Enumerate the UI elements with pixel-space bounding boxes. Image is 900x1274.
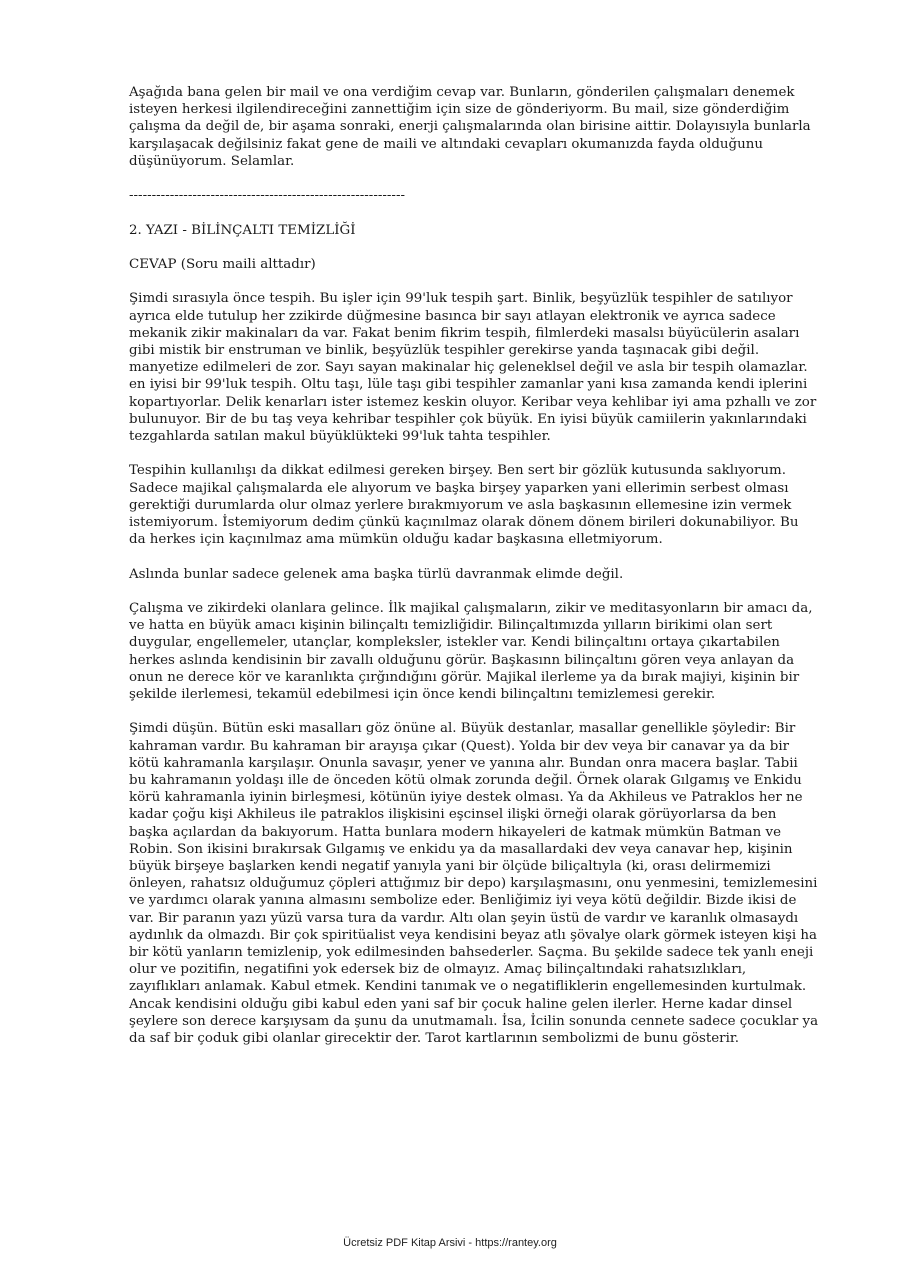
body-paragraph-2: Tespihin kullanılışı da dikkat edilmesi gereken birşey. Ben sert bir gözlük kutusunda saklıyorum. Sadece majikal çalışmalarda ele alıyorum ve başka birşey yaparken yani ellerimin serbest olması gerektiği durumlarda olur olmaz yerlere bırakmıyorum ve asla başkasının ellemesine izin vermek istemiyorum. İstemiyorum dedim çünkü kaçınılmaz olarak dönem dönem birileri dokunabiliyor. Bu da herkes için kaçınılmaz ama mümkün olduğu kadar başkasına elletmiyorum. xyxy=(129,463,799,548)
answer-label: CEVAP (Soru maili alttadır) xyxy=(129,256,316,272)
body-paragraph-5: Şimdi düşün. Bütün eski masalları göz önüne al. Büyük destanlar, masallar genellikle şöyledir: Bir kahraman vardır. Bu kahraman bir arayışa çıkar (Quest). Yolda bir dev veya bir canavar ya da bir kötü kahramanla karşılaşır. Onunla savaşır, yener ve yanına alır. Bundan onra macera başlar. Tabii bu kahramanın yoldaşı ille de önceden kötü olmak zorunda değil. Örnek olarak Gılgamış ve Enkidu körü kahramanla iyinin birleşmesi, kötünün iyiye destek olması. Ya da Akhileus ve Patraklos her ne kadar çoğu kişi Akhileus ile patraklos ilişkisini eşcinsel ilişki örneği olarak görüyorlarsa da ben başka açılardan da bakıyorum. Hatta bunlara modern hikayeleri de katmak mümkün Batman ve Robin. Son ikisini bırakırsak Gılgamış ve enkidu ya da masallardaki dev veya canavar hep, kişinin büyük birşeye başlarken kendi negatif yanıyla yani bir ölçüde biliçaltıyla (ki, orası delirmemizi önleyen, rahatsız olduğumuz çöpleri attığımız bir depo) karşılaşmasını, onu yenmesini, temizlemesini ve yardımcı olarak yanına almasını sembolize eder. Benliğimiz iyi veya kötü değildir. Bizde ikisi de var. Bir paranın yazı yüzü varsa tura da vardır. Altı olan şeyin üstü de vardır ve karanlık olmasaydı aydınlık da olmazdı. Bir çok spiritüalist veya kendisini beyaz atlı şövalye olark görmek isteyen kişi ha bir kötü yanların temizlenip, yok edilmesinden bahsederler. Saçma. Bu şekilde sadece tek yanlı eneji olur ve pozitifin, negatifini yok edersek biz de olmayız. Amaç bilinçaltındaki rahatsızlıkları, zayıflıkları anlamak. Kabul etmek. Kendini tanımak ve o negatifliklerin engellemesinden kurtulmak. Ancak kendisini olduğu gibi kabul eden yani saf bir çocuk haline gelen ilerler. Herne kadar dinsel şeylere son derece karşıysam da şunu da unutmamalı. İsa, İcilin sonunda cennete sadece çocuklar ya da saf bir çoduk gibi olanlar girecektir der. Tarot kartlarının sembolizmi de bunu gösterir. xyxy=(129,721,819,1047)
document-body xyxy=(129,84,819,1064)
separator-line: ------------------------------------------------------------- xyxy=(129,188,405,204)
section-heading: 2. YAZI - BİLİNÇALTI TEMİZLİĞİ xyxy=(129,222,356,238)
intro-paragraph: Aşağıda bana gelen bir mail ve ona verdiğim cevap var. Bunların, gönderilen çalışmaları denemek isteyen herkesi ilgilendireceğini zannettiğim için size de gönderiyorm. Bu mail, size gönderdiğim çalışma da değil de, bir aşama sonraki, enerji çalışmalarında olan birisine aittir. Dolayısıyla bunlarla karşılaşacak değilsiniz fakat gene de maili ve altındaki cevapları okumanızda fayda olduğunu düşünüyorum. Selamlar. xyxy=(129,85,811,169)
body-paragraph-1: Şimdi sırasıyla önce tespih. Bu işler için 99'luk tespih şart. Binlik, beşyüzlük tespihler de satılıyor ayrıca elde tutulup her zzikirde düğmesine basınca bir sayı atlayan elektronik ve ayrıca sadece mekanik zikir makinaları da var. Fakat benim fikrim tespih, filmlerdeki masalsı büyücülerin asaları gibi mistik bir enstruman ve binlik, beşyüzlük tespihler gerekirse yanda taşınacak gibi değil. manyetize edilmeleri de zor. Sayı sayan makinalar hiç geleneklsel değil ve asla bir tespih olamazlar. en iyisi bir 99'luk tespih. Oltu taşı, lüle taşı gibi tespihler zamanlar yani kısa zamanda kendi iplerini kopartıyorlar. Delik kenarları ister istemez keskin oluyor. Keribar veya kehlibar iyi ama pzhallı ve zor bulunuyor. Bir de bu taş veya kehribar tespihler çok büyük. En iyisi büyük camiilerin yakınlarındaki tezgahlarda satılan makul büyüklükteki 99'luk tahta tespihler. xyxy=(129,291,817,444)
body-paragraph-3: Aslında bunlar sadece gelenek ama başka türlü davranmak elimde değil. xyxy=(129,566,624,582)
page-footer: Ücretsiz PDF Kitap Arsivi - https://rantey.org xyxy=(343,1237,557,1249)
body-paragraph-4: Çalışma ve zikirdeki olanlara gelince. İlk majikal çalışmaların, zikir ve meditasyonların bir amacı da, ve hatta en büyük amacı kişinin bilinçaltı temizliğidir. Bilinçaltımızda yılların birikimi olan sert duygular, engellemeler, utançlar, kompleksler, istekler var. Kendi bilinçaltını ortaya çıkartabilen herkes aslında kendisinin bir zavallı olduğunu görür. Başkasınn bilinçaltını gören veya anlayan da onun ne derece kör ve karanlıkta çırğındığını görür. Majikal ilerleme ya da bırak majiyi, kişinin bir şekilde ilerlemesi, tekamül edebilmesi için önce kendi bilinçaltını temizlemesi gerekir. xyxy=(129,600,813,702)
